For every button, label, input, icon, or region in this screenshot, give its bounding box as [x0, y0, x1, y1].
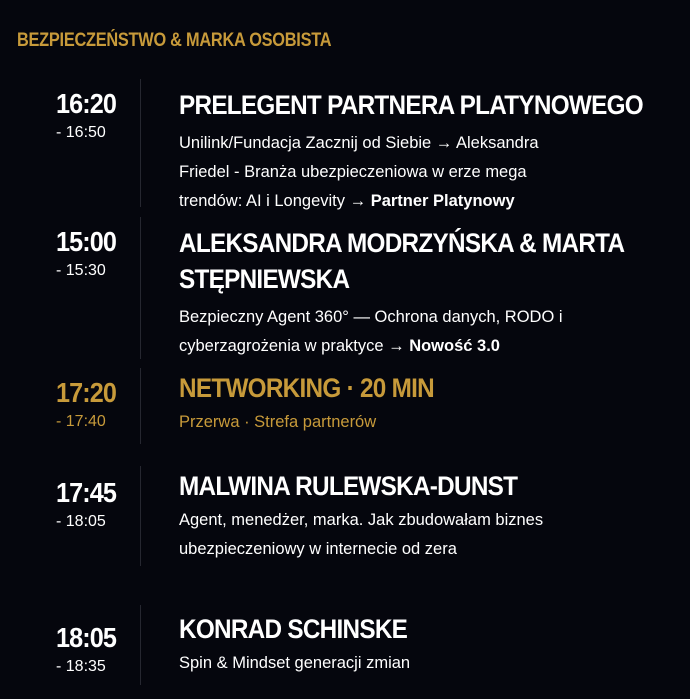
timeline-divider	[140, 466, 141, 566]
description-line: Friedel - Branża ubezpieczeniowa w erze mega	[179, 163, 527, 181]
session-content	[179, 225, 649, 361]
new-badge: Nowość 3.0	[409, 337, 500, 355]
timeline-divider	[140, 605, 141, 685]
description-line: ubezpieczeniowy w internecie od zera	[179, 540, 457, 558]
timeline-divider	[140, 79, 141, 207]
description-line: Unilink/Fundacja Zacznij od Siebie → Aleksandra	[179, 134, 539, 152]
description-text: cyberzagrożenia w praktyce →	[179, 337, 410, 355]
partner-badge: Partner Platynowy	[370, 192, 515, 210]
start-time: 15:00	[56, 226, 116, 257]
start-time: 16:20	[56, 88, 116, 119]
time-block	[56, 378, 136, 431]
end-time: - 15:30	[56, 262, 106, 279]
timeline-divider	[140, 217, 141, 359]
session-description	[179, 303, 649, 361]
time-block	[56, 623, 136, 676]
session-title: PRELEGENT PARTNERA PLATYNOWEGO	[179, 90, 643, 120]
description-line: Agent, menedżer, marka. Jak zbudowałam biznes	[179, 511, 544, 529]
end-time: - 18:35	[56, 658, 106, 675]
session-description	[179, 506, 649, 564]
session-title: ALEKSANDRA MODRZYŃSKA & MARTA	[179, 228, 625, 258]
session-description	[179, 649, 649, 678]
description-line: Przerwa · Strefa partnerów	[179, 413, 377, 431]
description-line	[179, 332, 649, 361]
session-title: KONRAD SCHINSKE	[179, 614, 408, 644]
session-content	[179, 468, 649, 564]
description-line: Bezpieczny Agent 360° — Ochrona danych, RODO i	[179, 308, 563, 326]
timeline-divider	[140, 368, 141, 444]
section-title: BEZPIECZEŃSTWO & MARKA OSOBISTA	[17, 30, 332, 51]
time-block	[56, 478, 136, 531]
session-content	[179, 87, 649, 216]
session-description	[179, 129, 649, 216]
session-title: MALWINA RULEWSKA-DUNST	[179, 471, 518, 501]
session-content	[179, 611, 649, 678]
start-time: 18:05	[56, 622, 116, 653]
description-text: trendów: AI i Longevity →	[179, 192, 371, 210]
time-block	[56, 89, 136, 142]
session-title-line2: STĘPNIEWSKA	[179, 264, 350, 294]
start-time: 17:45	[56, 477, 116, 508]
end-time: - 18:05	[56, 513, 106, 530]
session-content	[179, 370, 649, 437]
end-time: - 16:50	[56, 124, 106, 141]
end-time: - 17:40	[56, 413, 106, 430]
start-time: 17:20	[56, 377, 116, 408]
session-title: NETWORKING · 20 MIN	[179, 373, 434, 403]
time-block	[56, 227, 136, 280]
description-line	[179, 187, 649, 216]
session-description	[179, 408, 649, 437]
description-line: Spin & Mindset generacji zmian	[179, 654, 411, 672]
